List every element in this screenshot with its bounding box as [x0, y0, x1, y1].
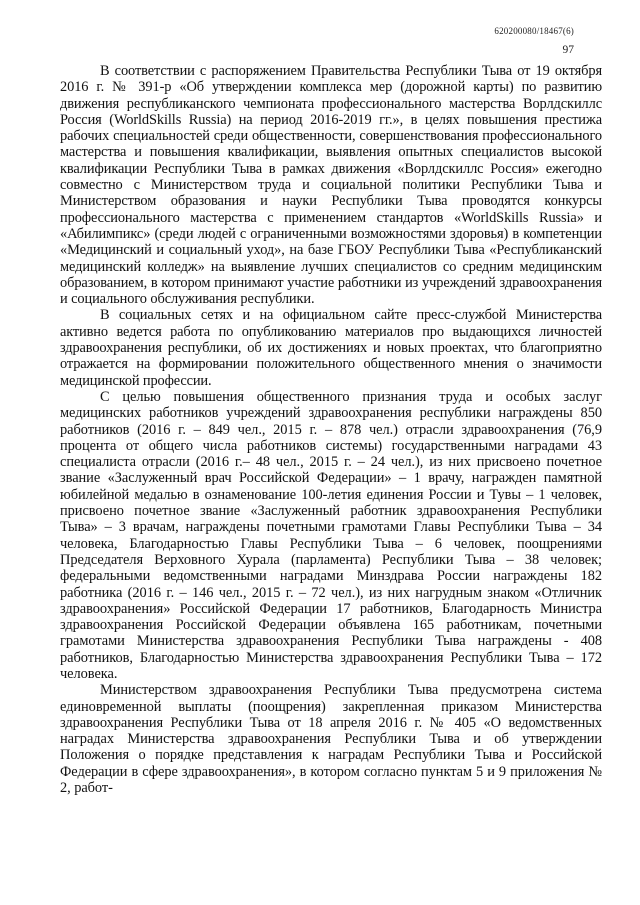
- page-number: 97: [562, 44, 574, 56]
- document-body: [60, 63, 602, 796]
- document-code: 620200080/18467(6): [494, 26, 574, 36]
- paragraph-worldskills: В соответствии с распоряжением Правительства Республики Тыва от 19 октября 2016 г. № 391-р «Об утверждении комплекса мер (дорожной карты) по развитию движения республиканского чемпионата профессионального мастерства Ворлдскиллс Россия (WorldSkills Russia) на период 2016-2019 гг.», в целях повышения престижа рабочих специальностей среди общественности, совершенствования профессионального мастерства и повышения квалификации, выявления опытных специалистов высокой квалификации Республики Тыва в рамках движения «Ворлдскиллс Россия» ежегодно совместно с Министерством труда и социальной политики Республики Тыва и Министерством образования и науки Республики Тыва проводятся конкурсы профессионального мастерства с применением стандартов «WorldSkills Russia» и «Абилимпикс» (среди людей с ограниченными возможностями здоровья) в компетенции «Медицинский и социальный уход», на базе ГБОУ Республики Тыва «Республиканский медицинский колледж» на выявление лучших специалистов со средним медицинским образованием, в котором принимают участие работники из учреждений здравоохранения и социального обслуживания республики.: [60, 63, 602, 308]
- paragraph-social-media: В социальных сетях и на официальном сайте пресс-службой Министерства активно ведется работа по опубликованию материалов про выдающихся личностей здравоохранения республики, об их достижениях и новых проектах, что благоприятно отражается на формировании положительного общественного мнения о значимости медицинской профессии.: [60, 307, 602, 389]
- paragraph-bonus-system: Министерством здравоохранения Республики Тыва предусмотрена система единовременной выплаты (поощрения) закрепленная приказом Министерства здравоохранения Республики Тыва от 18 апреля 2016 г. № 405 «О ведомственных наградах Министерства здравоохранения Республики Тыва и об утверждении Положения о порядке представления к наградам Республики Тыва и Российской Федерации в сфере здравоохранения», в котором согласно пунктам 5 и 9 приложения № 2, работ-: [60, 682, 602, 797]
- paragraph-awards: С целью повышения общественного признания труда и особых заслуг медицинских работников учреждений здравоохранения республики награждены 850 работников (2016 г. – 849 чел., 2015 г. – 878 чел.) отрасли здравоохранения (76,9 процента от общего числа работников системы) государственными наградами 43 специалиста отрасли (2016 г.– 48 чел., 2015 г. – 24 чел.), из них присвоено почетное звание «Заслуженный врач Российской Федерации» – 1 врачу, награжден памятной юбилейной медалью в ознаменование 100-летия единения России и Тувы – 1 человек, присвоено почетное звание «Заслуженный работник здравоохранения Республики Тыва» – 3 врачам, награждены почетными грамотами Главы Республики Тыва – 34 человека, Благодарностью Главы Республики Тыва – 6 человек, поощрениями Председателя Верховного Хурала (парламента) Республики Тыва – 38 человек; федеральными ведомственными наградами Минздрава России награждены 182 работника (2016 г. – 146 чел., 2015 г. – 72 чел.), из них нагрудным знаком «Отличник здравоохранения» Российской Федерации 17 работников, Благодарность Министра здравоохранения Российской Федерации объявлена 165 работникам, почетными грамотами Министерства здравоохранения Республики Тыва награждены - 408 работников, Благодарностью Министерства здравоохранения Республики Тыва – 172 человека.: [60, 388, 602, 682]
